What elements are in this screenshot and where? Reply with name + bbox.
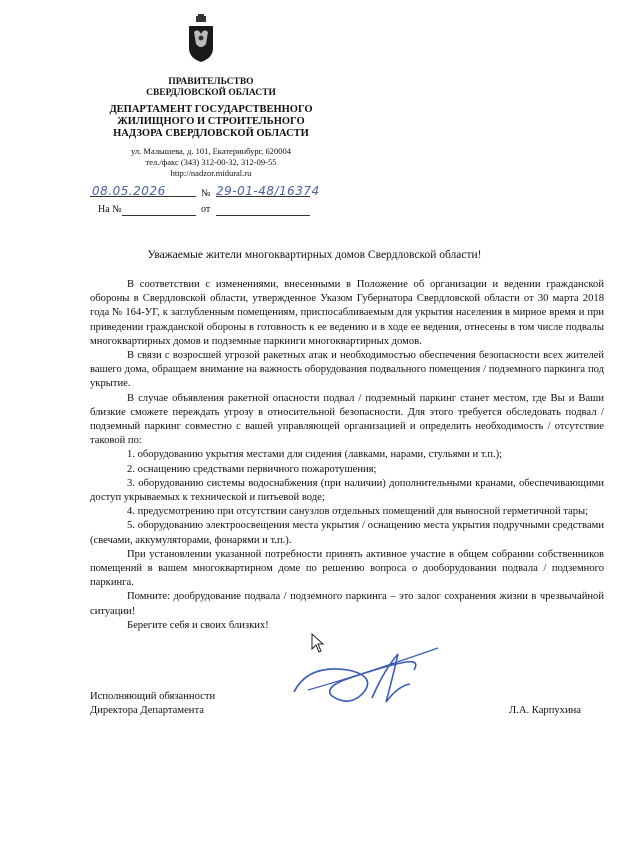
list-item: 1. оборудованию укрытия местами для сидения (лавками, нарами, стульями и т.п.);	[127, 449, 503, 461]
registration-number: 29-01-48/16374	[216, 184, 320, 198]
signatory-position-line2: Директора Департамента	[90, 705, 204, 716]
letter-paragraph: В связи с возросшей угрозой ракетных атак и необходимостью обеспечения безопасности всех жителей вашего дома, обращаем внимание на важность оборудования подвального помещения / подземного паркинга под укрытие.	[90, 350, 604, 390]
signatory-position-line1: Исполняющий обязанности	[90, 691, 216, 702]
registration-date: 08.05.2026	[92, 184, 166, 198]
dept-name-line2: ЖИЛИЩНОГО И СТРОИТЕЛЬНОГО	[117, 116, 305, 127]
letter-paragraph: В соответствии с изменениями, внесенными в Положение об организации и ведении гражданской обороны в Свердловской области, утвержденное Указом Губернатора Свердловской области от 30 марта 2018 года № 164-УГ, к заглубленным помещениям, приспосабливаемым для укрытия населения в мирное время и при приведении гражданской обороны в готовность к ее ведению и в ходе ее ведения, отнесены в том числе подвалы многоквартирных домов и подземные паркинги многоквартирных домов.	[90, 279, 604, 347]
list-item: 2. оснащению средствами первичного пожаротушения;	[127, 463, 377, 475]
org-name-line1: ПРАВИТЕЛЬСТВО	[168, 77, 254, 87]
closing-paragraph: Помните: дообрудование подвала / подземного паркинга – это залог сохранения жизни в чрезвычайной ситуации!	[90, 591, 604, 617]
closing-paragraph: Берегите себя и своих близких!	[127, 619, 269, 631]
signatory-name: Л.А. Карпухина	[509, 705, 582, 716]
list-item: 3. оборудованию системы водоснабжения (при наличии) дополнительными кранами, обеспечивающими доступ укрываемых к технической и питьевой воде;	[90, 477, 604, 504]
ref-date-underline	[216, 205, 310, 216]
dept-phone: тел./факс (343) 312-00-32, 312-09-55	[145, 157, 277, 167]
mouse-cursor-icon	[311, 633, 325, 653]
letter-salutation: Уважаемые жители многоквартирных домов Свердловской области!	[147, 249, 482, 261]
dept-name-line1: ДЕПАРТАМЕНТ ГОСУДАРСТВЕННОГО	[109, 104, 313, 115]
ref-number-underline	[122, 205, 196, 216]
letter-paragraph: В случае объявления ракетной опасности подвал / подземный паркинг станет местом, где Вы и Ваши близкие сможете переждать угрозу в относительной безопасности. Для этого требуется обследовать подвал / подземный паркинг совместно с вашей управляющей организацией и определить необходимость / отсутствие таковой по:	[90, 392, 604, 447]
list-item: 5. оборудованию электроосвещения места укрытия / оснащению места укрытия подручными средствами (свечами, аккумуляторами, фонарями и т.п.).	[90, 520, 604, 546]
number-label: №	[201, 188, 211, 199]
closing-paragraph: При установлении указанной потребности принять активное участие в общем собрании собственников помещений в вашем многоквартирном доме по решению вопроса о дооборудовании подвала / подземного паркинга.	[90, 548, 604, 589]
ref-number-label: На №	[98, 204, 122, 215]
letter-body	[90, 278, 604, 633]
ref-date-label: от	[201, 204, 211, 215]
coat-of-arms-emblem	[186, 14, 216, 64]
dept-address: ул. Малышева, д. 101, Екатеринбург, 620004	[131, 146, 291, 156]
dept-website: http://nadzor.midural.ru	[170, 168, 252, 178]
org-name-line2: СВЕРДЛОВСКОЙ ОБЛАСТИ	[146, 88, 276, 98]
list-item: 4. предусмотрению при отсутствии санузлов отдельных помещений для выносной герметичной тары;	[127, 506, 589, 518]
dept-name-line3: НАДЗОРА СВЕРДЛОВСКОЙ ОБЛАСТИ	[113, 128, 309, 139]
